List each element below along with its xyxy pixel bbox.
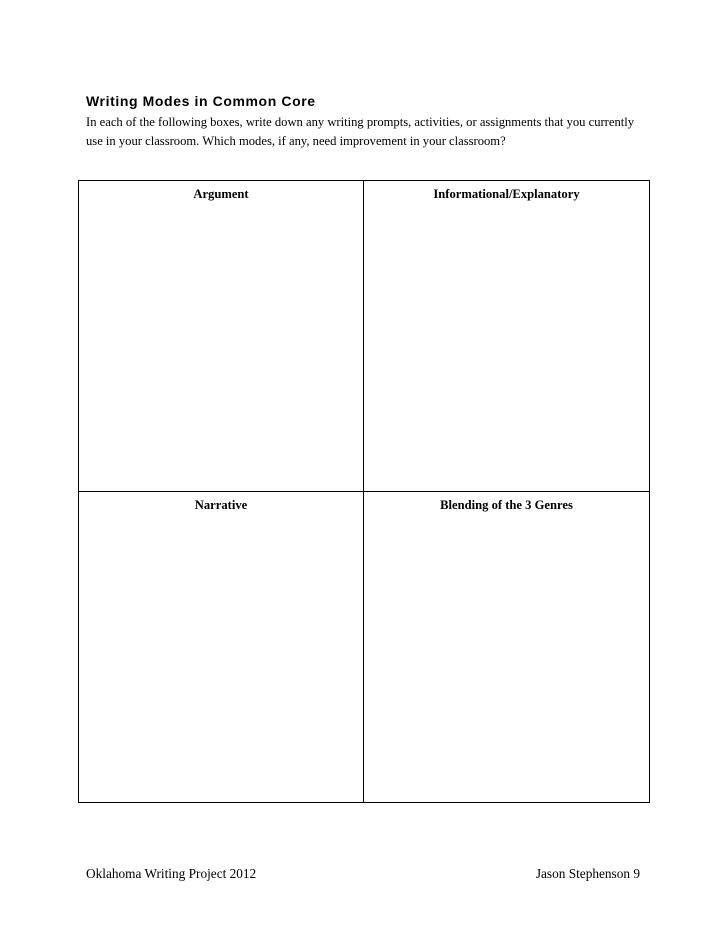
writing-modes-grid <box>78 180 650 803</box>
narrative-heading: Narrative <box>194 498 248 512</box>
footer-project-label: Oklahoma Writing Project 2012 <box>86 866 257 881</box>
argument-box <box>79 181 364 492</box>
narrative-box <box>79 492 364 802</box>
page-footer <box>86 866 640 882</box>
informational-explanatory-writing-area[interactable] <box>364 207 649 491</box>
page-title: Writing Modes in Common Core <box>86 93 316 109</box>
informational-explanatory-heading: Informational/Explanatory <box>433 187 580 201</box>
narrative-writing-area[interactable] <box>79 518 363 802</box>
informational-explanatory-box <box>364 181 649 492</box>
blending-genres-heading: Blending of the 3 Genres <box>440 498 573 512</box>
instructions-text: In each of the following boxes, write down any writing prompts, activities, or assignments that you currently use in your classroom. Which modes, if any, need improvement in your classroom? <box>86 115 635 148</box>
blending-genres-box <box>364 492 649 802</box>
argument-writing-area[interactable] <box>79 207 363 491</box>
blending-genres-writing-area[interactable] <box>364 518 649 802</box>
argument-heading: Argument <box>193 187 249 201</box>
footer-author-page: Jason Stephenson 9 <box>535 866 640 881</box>
